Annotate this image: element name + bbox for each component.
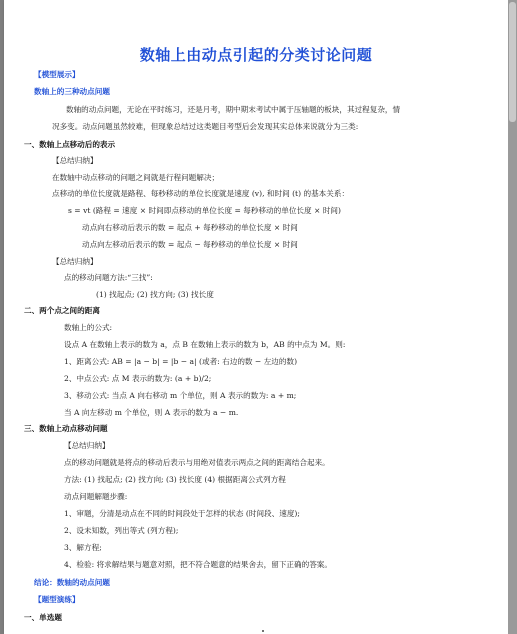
page-title: 数轴上由动点引起的分类讨论问题: [139, 46, 373, 64]
summary-label: 【总结归纳】: [64, 441, 110, 450]
text-line: 3、移动公式: 当点 A 向右移动 m 个单位，则 A 表示的数为: a + m;: [64, 391, 297, 400]
text-line: 1、距离公式: AB = |a − b| = |b − a| (或者: 右边的数 − 左边的数): [64, 357, 298, 366]
conclusion-heading: 结论：数轴的动点问题: [34, 578, 110, 587]
three-types-heading: 数轴上的三种动点问题: [34, 87, 110, 96]
text-line: 3、解方程;: [64, 543, 102, 552]
text-line: (1) 找起点; (2) 找方向; (3) 找长度: [96, 290, 214, 299]
model-show-heading: 【模型展示】: [34, 70, 80, 79]
vertical-scrollbar[interactable]: [508, 0, 517, 634]
document-page: [4, 0, 508, 634]
scrollbar-thumb[interactable]: [509, 2, 516, 122]
section-1-heading: 一、数轴上点移动后的表示: [24, 140, 116, 149]
text-line: 数轴上的公式:: [64, 323, 113, 332]
formula-line: 动点向右移动后表示的数 = 起点 + 每秒移动的单位长度 × 时间: [82, 223, 298, 232]
summary-label: 【总结归纳】: [52, 257, 98, 266]
page-footer-dot: [262, 630, 264, 632]
text-line: 4、检验: 将求解结果与题意对照，把不符合题意的结果舍去，留下正确的答案。: [64, 560, 332, 569]
text-line: 点的移动问题方法:“三找”:: [64, 273, 153, 282]
formula-line: s = vt (路程 = 速度 × 时间即点移动的单位长度 = 每秒移动的单位长度 × 时间): [68, 206, 341, 215]
text-line: 点移动的单位长度就是路程、每秒移动的单位长度就是速度 (v), 和时间 (t) 的基本关系：: [52, 189, 350, 198]
text-line: 在数轴中动点移动的问题之间就是行程问题解决；: [52, 173, 220, 182]
text-line: 1、审题，分清是动点在不同的时间段处于怎样的状态 (时间段、速度);: [64, 509, 300, 518]
text-line: 2、设未知数，列出等式 (列方程);: [64, 526, 179, 535]
intro-paragraph-line-2: 况多变。动点问题虽然较难，但现象总结过这类题目考型后会发现其实总体来说就分为三类:: [52, 122, 359, 131]
text-line: 设点 A 在数轴上表示的数为 a，点 B 在数轴上表示的数为 b，AB 的中点为 M。则:: [64, 340, 346, 349]
single-choice-heading: 一、单选题: [24, 613, 62, 622]
text-line: 2、中点公式: 点 M 表示的数为: (a + b)/2;: [64, 374, 212, 383]
text-line: 当 A 向左移动 m 个单位，则 A 表示的数为 a − m.: [64, 408, 239, 417]
intro-paragraph-line-1: 数轴的动点问题，无论在平时练习，还是月考，期中期末考试中属于压轴题的板块，其过程复杂，情: [66, 105, 401, 114]
practice-heading: 【题型演练】: [34, 595, 80, 604]
summary-label: 【总结归纳】: [52, 156, 98, 165]
formula-line: 动点向左移动后表示的数 = 起点 − 每秒移动的单位长度 × 时间: [82, 240, 298, 249]
section-3-heading: 三、数轴上动点移动问题: [24, 424, 108, 433]
text-line: 方法: (1) 找起点; (2) 找方向; (3) 找长度 (4) 根据距离公式列方程: [64, 475, 286, 484]
section-2-heading: 二、两个点之间的距离: [24, 306, 100, 315]
text-line: 点的移动问题就是将点的移动后表示与用绝对值表示两点之间的距离结合起来。: [64, 458, 330, 467]
text-line: 动点问题解题步骤:: [64, 492, 128, 501]
